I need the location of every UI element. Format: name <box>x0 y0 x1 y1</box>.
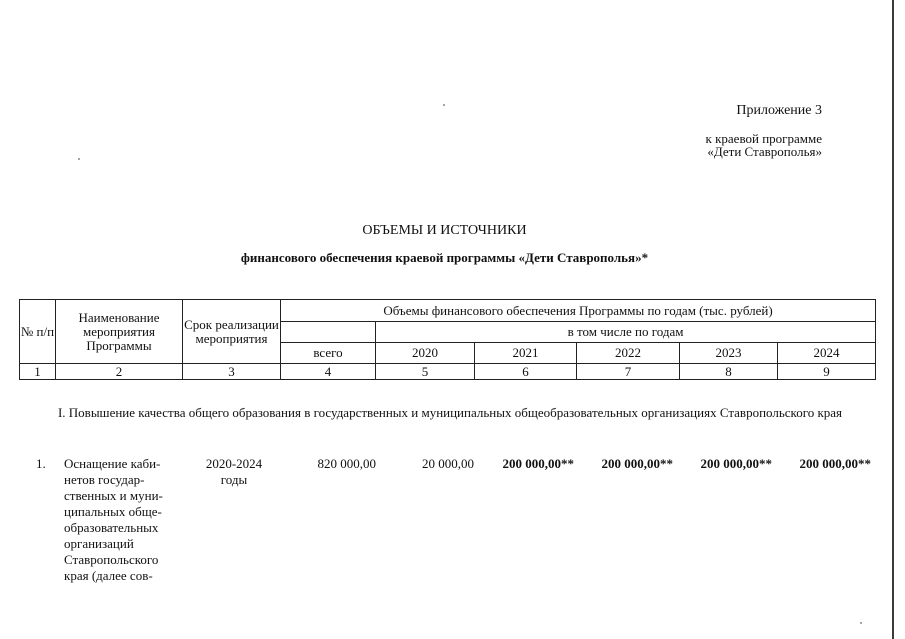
header-year-2021: 2021 <box>475 343 577 364</box>
numbering-cell: 6 <box>475 364 577 380</box>
row-name-line: Оснащение каби- <box>64 456 161 471</box>
numbering-cell: 8 <box>680 364 778 380</box>
numbering-cell: 7 <box>577 364 680 380</box>
header-name: Наименование мероприятия Программы <box>56 300 183 364</box>
row-name-line: нетов государ- <box>64 472 145 487</box>
scan-speck <box>78 158 80 160</box>
document-title: ОБЪЕМЫ И ИСТОЧНИКИ <box>362 223 527 238</box>
header-year-2022: 2022 <box>577 343 680 364</box>
annex-line2: «Дети Ставрополья» <box>707 144 822 159</box>
scan-speck <box>443 104 445 106</box>
row-value-2023: 200 000,00** <box>700 456 772 471</box>
scan-edge <box>892 0 894 639</box>
row-term-years: 2020-2024 <box>205 456 263 471</box>
annex-title: Приложение 3 <box>736 103 822 118</box>
row-number: 1. <box>36 456 46 471</box>
row-term <box>196 456 272 488</box>
header-num: № п/п <box>20 300 56 364</box>
header-year-2024: 2024 <box>778 343 876 364</box>
row-name-line: ципальных обще- <box>64 504 162 519</box>
annex-line1: к краевой программе <box>705 131 822 146</box>
header-blank <box>281 322 376 343</box>
row-name-line: края (далее сов- <box>64 568 153 583</box>
numbering-cell: 3 <box>183 364 281 380</box>
header-volumes: Объемы финансового обеспечения Программы по годам (тыс. рублей) <box>281 300 876 322</box>
numbering-cell: 4 <box>281 364 376 380</box>
header-total: всего <box>281 343 376 364</box>
row-value-2021: 200 000,00** <box>502 456 574 471</box>
row-value-2020: 20 000,00 <box>422 456 474 471</box>
document-subtitle: финансового обеспечения краевой программы «Дети Ставрополья»* <box>240 250 649 265</box>
row-name <box>64 456 178 584</box>
header-year-2023: 2023 <box>680 343 778 364</box>
row-name-line: Ставропольского <box>64 552 159 567</box>
financing-table <box>19 299 876 380</box>
header-term: Срок реализации мероприятия <box>183 300 281 364</box>
numbering-cell: 5 <box>376 364 475 380</box>
numbering-cell: 1 <box>20 364 56 380</box>
row-value-2022: 200 000,00** <box>601 456 673 471</box>
scan-speck <box>860 622 862 624</box>
row-term-unit: годы <box>220 472 248 487</box>
row-total: 820 000,00 <box>317 456 376 471</box>
row-name-line: организаций <box>64 536 134 551</box>
row-value-2024: 200 000,00** <box>799 456 871 471</box>
numbering-cell: 9 <box>778 364 876 380</box>
row-name-line: образовательных <box>64 520 159 535</box>
numbering-cell: 2 <box>56 364 183 380</box>
section-heading: I. Повышение качества общего образования в государственных и муниципальных общеобразовательных организациях Ставропольского края <box>57 405 843 420</box>
header-including: в том числе по годам <box>376 322 876 343</box>
header-year-2020: 2020 <box>376 343 475 364</box>
row-name-line: ственных и муни- <box>64 488 163 503</box>
